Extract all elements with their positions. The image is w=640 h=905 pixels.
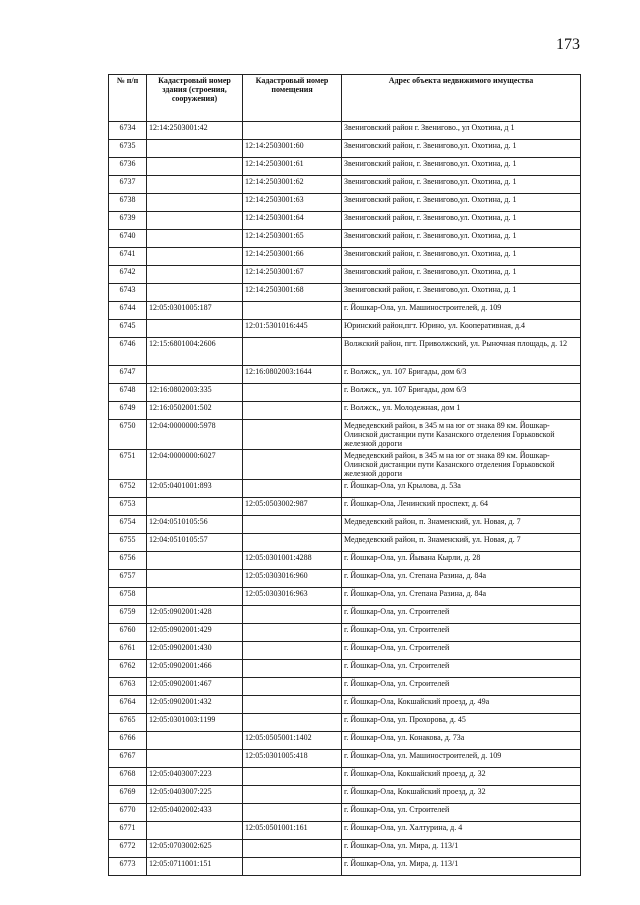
table-row (109, 624, 581, 642)
building-cadastral-cell (147, 158, 243, 176)
address-cell: г. Йошкар-Ола, ул. Строителей (342, 660, 581, 678)
row-number-cell: 6772 (109, 840, 147, 858)
table-row (109, 678, 581, 696)
building-cadastral-cell (147, 552, 243, 570)
address-cell: Звениговский район, г. Звенигово,ул. Охотина, д. 1 (342, 284, 581, 302)
table-row (109, 840, 581, 858)
table-row (109, 642, 581, 660)
row-number-cell: 6760 (109, 624, 147, 642)
address-cell: г. Йошкар-Ола, ул. Йывана Кырли, д. 28 (342, 552, 581, 570)
table-body (109, 122, 581, 876)
row-number-cell: 6767 (109, 750, 147, 768)
premises-cadastral-cell: 12:16:0802003:1644 (243, 366, 342, 384)
premises-cadastral-cell (243, 696, 342, 714)
premises-cadastral-cell (243, 420, 342, 450)
building-cadastral-cell: 12:05:0902001:429 (147, 624, 243, 642)
premises-cadastral-cell (243, 516, 342, 534)
row-number-cell: 6741 (109, 248, 147, 266)
row-number-cell: 6762 (109, 660, 147, 678)
premises-cadastral-cell: 12:05:0505001:1402 (243, 732, 342, 750)
building-cadastral-cell: 12:04:0000000:5978 (147, 420, 243, 450)
address-cell: Юринский район,пгт. Юрино, ул. Кооперативная, д.4 (342, 320, 581, 338)
row-number-cell: 6739 (109, 212, 147, 230)
address-cell: Звениговский район г. Звенигово., ул Охотина, д 1 (342, 122, 581, 140)
address-cell: г. Волжск,, ул. 107 Бригады, дом 6/3 (342, 384, 581, 402)
building-cadastral-cell: 12:05:0902001:430 (147, 642, 243, 660)
premises-cadastral-cell (243, 660, 342, 678)
premises-cadastral-cell (243, 840, 342, 858)
building-cadastral-cell: 12:05:0902001:428 (147, 606, 243, 624)
address-cell: Звениговский район, г. Звенигово,ул. Охотина, д. 1 (342, 194, 581, 212)
table-row (109, 516, 581, 534)
premises-cadastral-cell (243, 768, 342, 786)
building-cadastral-cell: 12:04:0510105:56 (147, 516, 243, 534)
address-cell: Звениговский район, г. Звенигово,ул. Охотина, д. 1 (342, 248, 581, 266)
row-number-cell: 6738 (109, 194, 147, 212)
premises-cadastral-cell (243, 678, 342, 696)
table-row (109, 750, 581, 768)
row-number-cell: 6734 (109, 122, 147, 140)
premises-cadastral-cell (243, 480, 342, 498)
row-number-cell: 6744 (109, 302, 147, 320)
address-cell: г. Йошкар-Ола, ул. Машиностроителей, д. 109 (342, 750, 581, 768)
table-row (109, 858, 581, 876)
building-cadastral-cell: 12:04:0510105:57 (147, 534, 243, 552)
address-cell: г. Йошкар-Ола, ул. Строителей (342, 606, 581, 624)
premises-cadastral-cell (243, 402, 342, 420)
row-number-cell: 6752 (109, 480, 147, 498)
building-cadastral-cell: 12:16:0502001:502 (147, 402, 243, 420)
table-row (109, 158, 581, 176)
premises-cadastral-cell: 12:05:0501001:161 (243, 822, 342, 840)
table-row (109, 660, 581, 678)
table-row (109, 552, 581, 570)
premises-cadastral-cell (243, 624, 342, 642)
building-cadastral-cell (147, 822, 243, 840)
building-cadastral-cell (147, 732, 243, 750)
premises-cadastral-cell: 12:05:0303016:963 (243, 588, 342, 606)
building-cadastral-cell (147, 230, 243, 248)
premises-cadastral-cell: 12:14:2503001:66 (243, 248, 342, 266)
row-number-cell: 6765 (109, 714, 147, 732)
building-cadastral-cell: 12:05:0301005:187 (147, 302, 243, 320)
row-number-cell: 6758 (109, 588, 147, 606)
table-row (109, 420, 581, 450)
address-cell: г. Йошкар-Ола, Кокшайский проезд, д. 32 (342, 786, 581, 804)
table-row (109, 732, 581, 750)
building-cadastral-cell: 12:16:0802003:335 (147, 384, 243, 402)
building-cadastral-cell: 12:05:0902001:467 (147, 678, 243, 696)
premises-cadastral-cell (243, 786, 342, 804)
address-cell: г. Йошкар-Ола, ул. Строителей (342, 624, 581, 642)
address-cell: г. Йошкар-Ола, ул. Степана Разина, д. 84а (342, 570, 581, 588)
address-cell: Звениговский район, г. Звенигово,ул. Охотина, д. 1 (342, 230, 581, 248)
table-row (109, 450, 581, 480)
page-number: 173 (556, 36, 580, 53)
table-row (109, 384, 581, 402)
address-cell: Медведевский район, в 345 м на юг от знака 89 км. Йошкар-Олинской дистанции пути Казанского отделения Горьковской железной дороги (342, 450, 581, 480)
address-cell: г. Йошкар-Ола, Кокшайский проезд, д. 32 (342, 768, 581, 786)
building-cadastral-cell (147, 750, 243, 768)
row-number-cell: 6743 (109, 284, 147, 302)
table-row (109, 822, 581, 840)
address-cell: г. Йошкар-Ола, ул. Строителей (342, 642, 581, 660)
row-number-cell: 6735 (109, 140, 147, 158)
premises-cadastral-cell: 12:14:2503001:67 (243, 266, 342, 284)
address-cell: г. Йошкар-Ола, Ленинский проспект, д. 64 (342, 498, 581, 516)
premises-cadastral-cell (243, 642, 342, 660)
building-cadastral-cell: 12:04:0000000:6027 (147, 450, 243, 480)
table-row (109, 480, 581, 498)
building-cadastral-cell (147, 366, 243, 384)
building-cadastral-cell: 12:05:0902001:466 (147, 660, 243, 678)
building-cadastral-cell (147, 284, 243, 302)
premises-cadastral-cell (243, 804, 342, 822)
premises-cadastral-cell: 12:05:0301001:4288 (243, 552, 342, 570)
address-cell: Звениговский район, г. Звенигово,ул. Охотина, д. 1 (342, 158, 581, 176)
row-number-cell: 6771 (109, 822, 147, 840)
row-number-cell: 6742 (109, 266, 147, 284)
building-cadastral-cell: 12:05:0301003:1199 (147, 714, 243, 732)
premises-cadastral-cell (243, 122, 342, 140)
premises-cadastral-cell: 12:05:0503002:987 (243, 498, 342, 516)
row-number-cell: 6761 (109, 642, 147, 660)
table-row (109, 212, 581, 230)
row-number-cell: 6745 (109, 320, 147, 338)
row-number-cell: 6754 (109, 516, 147, 534)
premises-cadastral-cell: 12:14:2503001:64 (243, 212, 342, 230)
property-register-table (108, 74, 581, 876)
address-cell: г. Волжск,, ул. 107 Бригады, дом 6/3 (342, 366, 581, 384)
row-number-cell: 6770 (109, 804, 147, 822)
premises-cadastral-cell: 12:05:0301005:418 (243, 750, 342, 768)
row-number-cell: 6737 (109, 176, 147, 194)
building-cadastral-cell (147, 266, 243, 284)
building-cadastral-cell (147, 140, 243, 158)
row-number-cell: 6773 (109, 858, 147, 876)
row-number-cell: 6747 (109, 366, 147, 384)
row-number-cell: 6768 (109, 768, 147, 786)
header-building-cadastral: Кадастровый номер здания (строения, сооружения) (147, 75, 243, 122)
premises-cadastral-cell (243, 606, 342, 624)
building-cadastral-cell: 12:05:0703002:625 (147, 840, 243, 858)
building-cadastral-cell (147, 176, 243, 194)
table-row (109, 122, 581, 140)
table-row (109, 266, 581, 284)
row-number-cell: 6750 (109, 420, 147, 450)
premises-cadastral-cell: 12:14:2503001:61 (243, 158, 342, 176)
table-row (109, 302, 581, 320)
address-cell: г. Йошкар-Ола, Кокшайский проезд, д. 49а (342, 696, 581, 714)
table-row (109, 804, 581, 822)
table-row (109, 696, 581, 714)
building-cadastral-cell: 12:05:0403007:223 (147, 768, 243, 786)
address-cell: г. Йошкар-Ола, ул. Конакова, д. 73а (342, 732, 581, 750)
header-row-number: № п/п (109, 75, 147, 122)
address-cell: г. Йошкар-Ола, ул. Халтурина, д. 4 (342, 822, 581, 840)
building-cadastral-cell (147, 588, 243, 606)
premises-cadastral-cell (243, 534, 342, 552)
row-number-cell: 6769 (109, 786, 147, 804)
table-row (109, 194, 581, 212)
row-number-cell: 6766 (109, 732, 147, 750)
address-cell: г. Йошкар-Ола, ул. Мира, д. 113/1 (342, 840, 581, 858)
table-row (109, 588, 581, 606)
building-cadastral-cell: 12:05:0401001:893 (147, 480, 243, 498)
row-number-cell: 6746 (109, 338, 147, 366)
table-row (109, 534, 581, 552)
premises-cadastral-cell: 12:05:0303016:960 (243, 570, 342, 588)
table-row (109, 338, 581, 366)
table-row (109, 140, 581, 158)
building-cadastral-cell: 12:05:0711001:151 (147, 858, 243, 876)
address-cell: г. Йошкар-Ола, ул Крылова, д. 53а (342, 480, 581, 498)
table-row (109, 248, 581, 266)
premises-cadastral-cell: 12:14:2503001:60 (243, 140, 342, 158)
address-cell: г. Волжск,, ул. Молодежная, дом 1 (342, 402, 581, 420)
header-premises-cadastral: Кадастровый номер помещения (243, 75, 342, 122)
address-cell: Звениговский район, г. Звенигово,ул. Охотина, д. 1 (342, 140, 581, 158)
table-row (109, 366, 581, 384)
premises-cadastral-cell: 12:14:2503001:68 (243, 284, 342, 302)
table-row (109, 606, 581, 624)
address-cell: Волжский район, пгт. Приволжский, ул. Рыночная площадь, д. 12 (342, 338, 581, 366)
row-number-cell: 6753 (109, 498, 147, 516)
header-address: Адрес объекта недвижимого имущества (342, 75, 581, 122)
table-row (109, 320, 581, 338)
address-cell: Медведевский район, в 345 м на юг от знака 89 км. Йошкар-Олинской дистанции пути Казанского отделения Горьковской железной дороги (342, 420, 581, 450)
table-row (109, 768, 581, 786)
address-cell: г. Йошкар-Ола, ул. Степана Разина, д. 84а (342, 588, 581, 606)
table-row (109, 498, 581, 516)
row-number-cell: 6757 (109, 570, 147, 588)
address-cell: г. Йошкар-Ола, ул. Строителей (342, 804, 581, 822)
row-number-cell: 6763 (109, 678, 147, 696)
row-number-cell: 6736 (109, 158, 147, 176)
row-number-cell: 6764 (109, 696, 147, 714)
building-cadastral-cell: 12:05:0402002:433 (147, 804, 243, 822)
address-cell: Звениговский район, г. Звенигово,ул. Охотина, д. 1 (342, 176, 581, 194)
table-row (109, 230, 581, 248)
premises-cadastral-cell (243, 302, 342, 320)
table-row (109, 176, 581, 194)
table-row (109, 284, 581, 302)
premises-cadastral-cell: 12:01:5301016:445 (243, 320, 342, 338)
row-number-cell: 6755 (109, 534, 147, 552)
premises-cadastral-cell: 12:14:2503001:62 (243, 176, 342, 194)
premises-cadastral-cell (243, 384, 342, 402)
address-cell: г. Йошкар-Ола, ул. Строителей (342, 678, 581, 696)
premises-cadastral-cell (243, 858, 342, 876)
premises-cadastral-cell (243, 450, 342, 480)
premises-cadastral-cell (243, 714, 342, 732)
row-number-cell: 6756 (109, 552, 147, 570)
building-cadastral-cell (147, 570, 243, 588)
premises-cadastral-cell (243, 338, 342, 366)
row-number-cell: 6759 (109, 606, 147, 624)
table-row (109, 786, 581, 804)
address-cell: Звениговский район, г. Звенигово,ул. Охотина, д. 1 (342, 266, 581, 284)
table-header-row (109, 75, 581, 122)
row-number-cell: 6749 (109, 402, 147, 420)
building-cadastral-cell (147, 320, 243, 338)
address-cell: Звениговский район, г. Звенигово,ул. Охотина, д. 1 (342, 212, 581, 230)
building-cadastral-cell: 12:05:0403007:225 (147, 786, 243, 804)
building-cadastral-cell (147, 194, 243, 212)
premises-cadastral-cell: 12:14:2503001:65 (243, 230, 342, 248)
row-number-cell: 6748 (109, 384, 147, 402)
building-cadastral-cell: 12:15:6801004:2606 (147, 338, 243, 366)
building-cadastral-cell (147, 498, 243, 516)
row-number-cell: 6740 (109, 230, 147, 248)
building-cadastral-cell: 12:14:2503001:42 (147, 122, 243, 140)
address-cell: г. Йошкар-Ола, ул. Прохорова, д. 45 (342, 714, 581, 732)
table-row (109, 714, 581, 732)
building-cadastral-cell (147, 248, 243, 266)
table-row (109, 570, 581, 588)
table-row (109, 402, 581, 420)
address-cell: г. Йошкар-Ола, ул. Машиностроителей, д. 109 (342, 302, 581, 320)
address-cell: Медведевский район, п. Знаменский, ул. Новая, д. 7 (342, 516, 581, 534)
premises-cadastral-cell: 12:14:2503001:63 (243, 194, 342, 212)
building-cadastral-cell (147, 212, 243, 230)
address-cell: Медведевский район, п. Знаменский, ул. Новая, д. 7 (342, 534, 581, 552)
building-cadastral-cell: 12:05:0902001:432 (147, 696, 243, 714)
row-number-cell: 6751 (109, 450, 147, 480)
address-cell: г. Йошкар-Ола, ул. Мира, д. 113/1 (342, 858, 581, 876)
